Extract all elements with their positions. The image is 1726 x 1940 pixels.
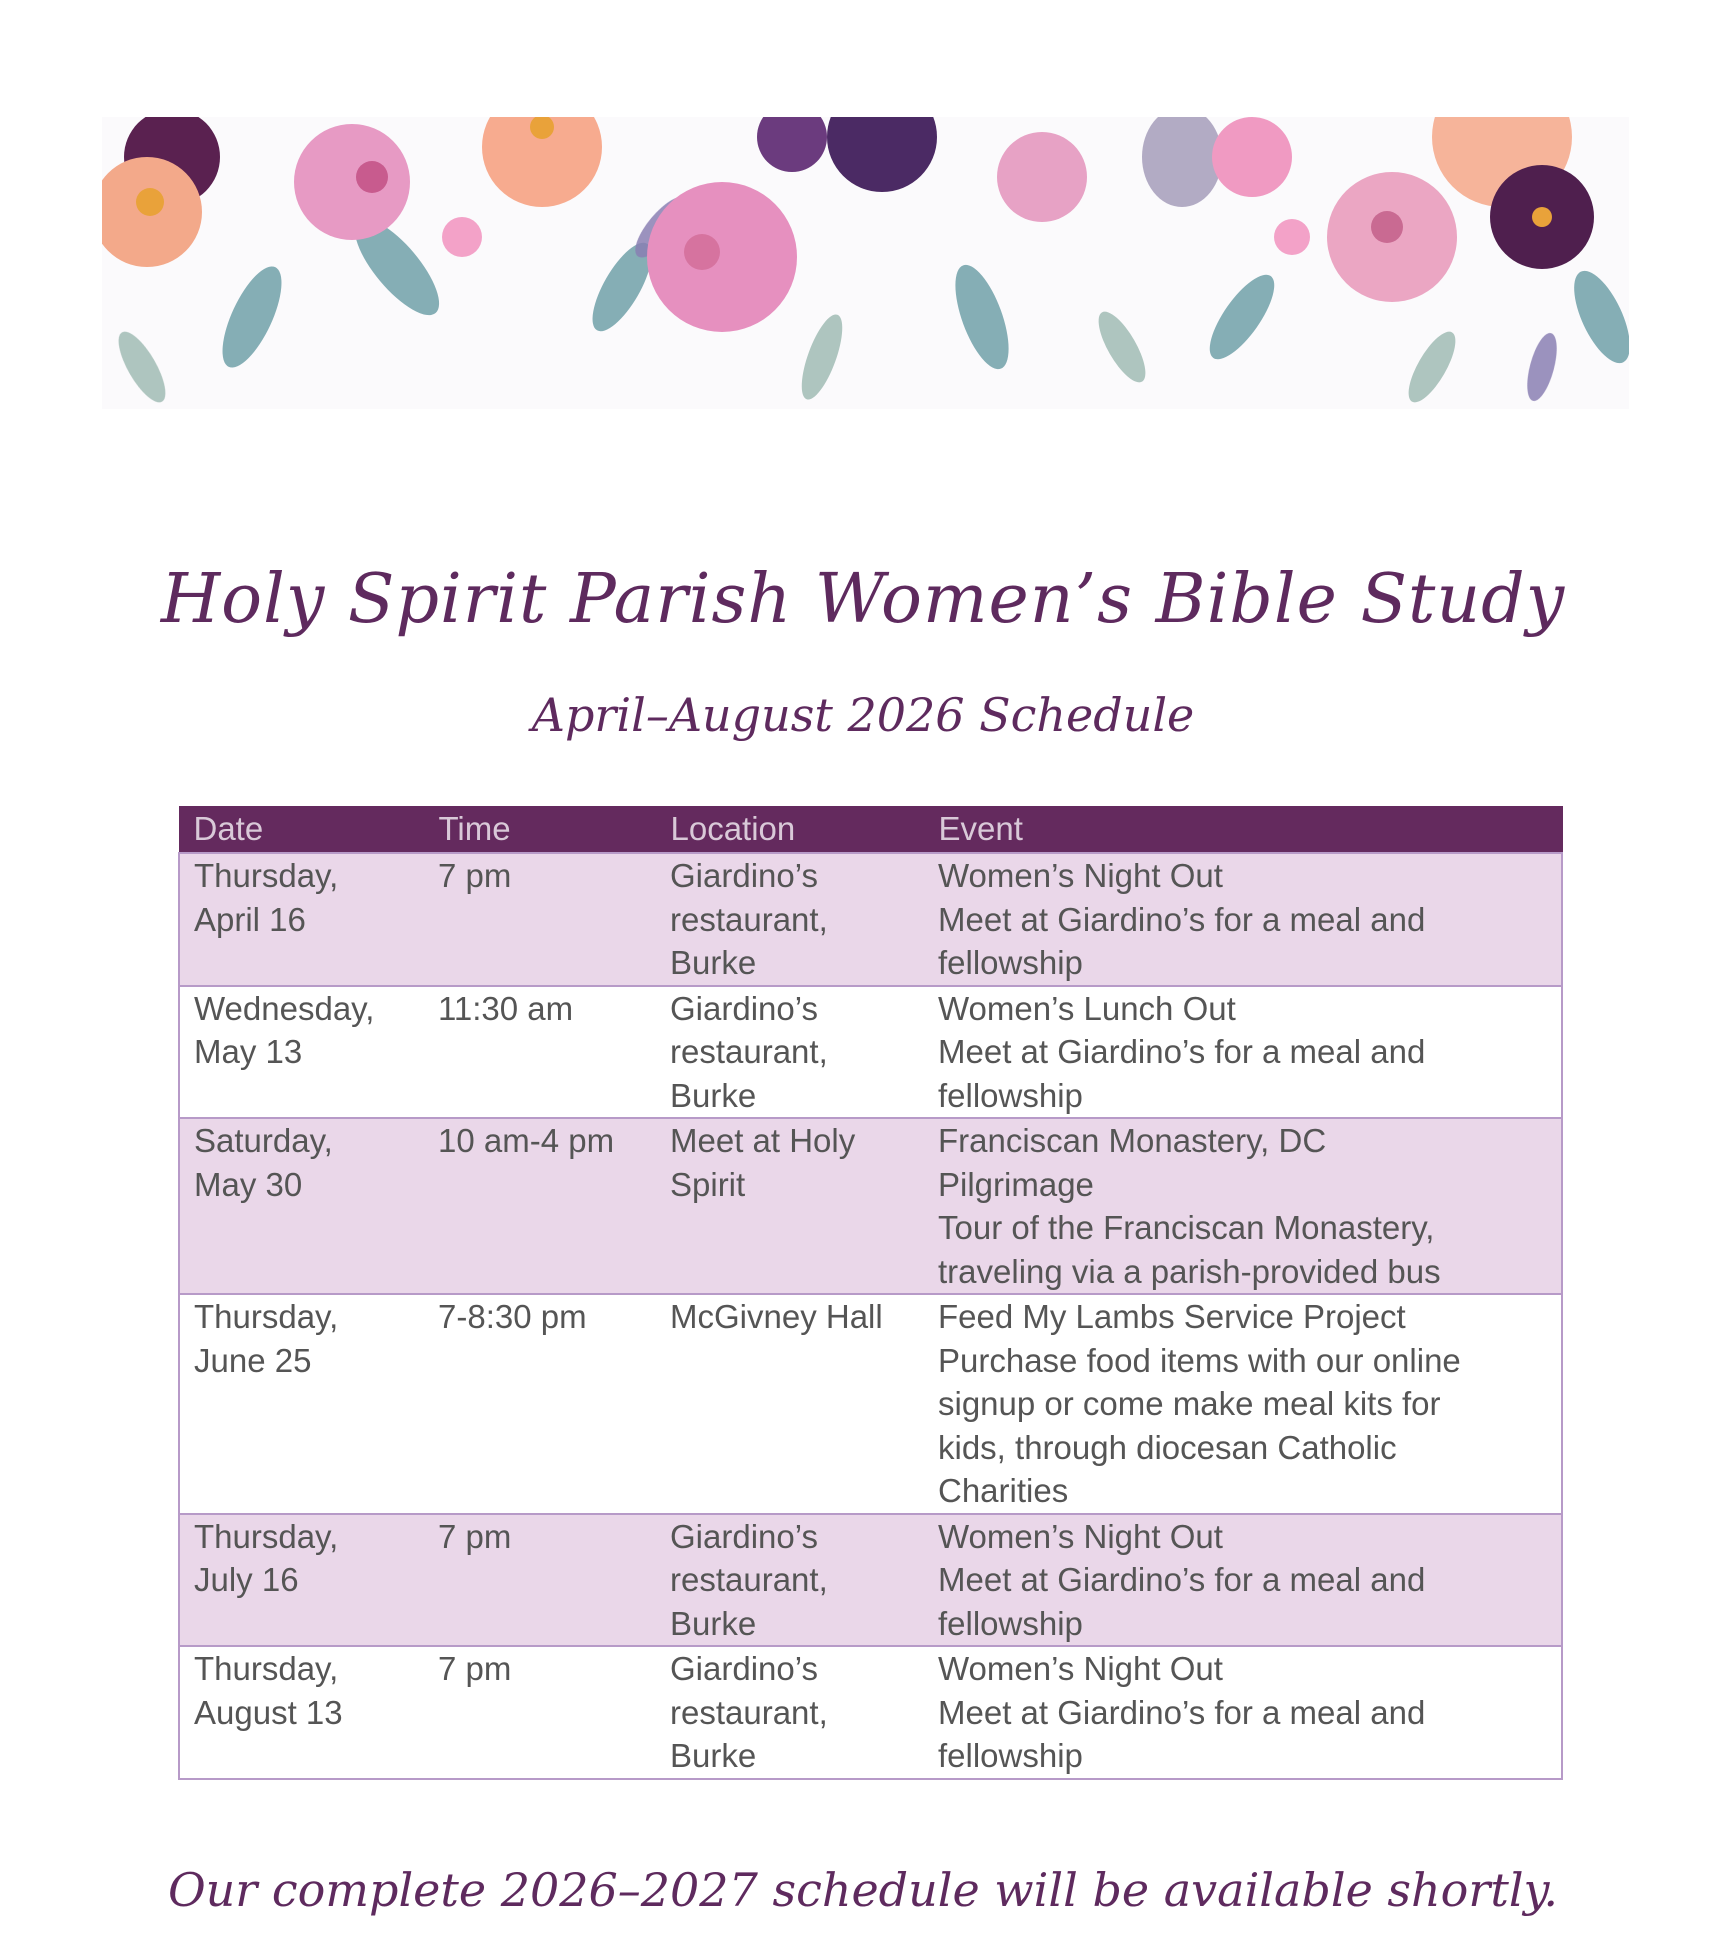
cell-date: Thursday, July 16 [179, 1514, 424, 1647]
cell-date: Saturday, May 30 [179, 1118, 424, 1294]
cell-time: 11:30 am [424, 986, 656, 1119]
cell-event: Women’s Night Out Meet at Giardino’s for a meal and fellowship [924, 853, 1562, 986]
cell-date: Thursday, June 25 [179, 1294, 424, 1514]
page-title: Holy Spirit Parish Women’s Bible Study [160, 560, 1566, 639]
table-row [179, 1294, 1562, 1514]
cell-location: Meet at Holy Spirit [656, 1118, 924, 1294]
cell-event: Women’s Night Out Meet at Giardino’s for a meal and fellowship [924, 1514, 1562, 1647]
header-event: Event [924, 806, 1562, 853]
cell-event: Women’s Lunch Out Meet at Giardino’s for a meal and fellowship [924, 986, 1562, 1119]
cell-date: Thursday, April 16 [179, 853, 424, 986]
floral-banner-icon [102, 117, 1629, 409]
cell-location: Giardino’s restaurant, Burke [656, 1646, 924, 1779]
cell-date: Thursday, August 13 [179, 1646, 424, 1779]
schedule-table [178, 806, 1563, 1780]
header-location: Location [656, 806, 924, 853]
cell-time: 7 pm [424, 1646, 656, 1779]
cell-location: Giardino’s restaurant, Burke [656, 853, 924, 986]
cell-location: Giardino’s restaurant, Burke [656, 1514, 924, 1647]
cell-location: McGivney Hall [656, 1294, 924, 1514]
table-header-row [179, 806, 1562, 853]
cell-event: Franciscan Monastery, DC Pilgrimage Tour of the Franciscan Monastery, traveling via a parish-provided bus [924, 1118, 1562, 1294]
table-row [179, 1514, 1562, 1647]
footer-note: Our complete 2026–2027 schedule will be available shortly. [167, 1863, 1559, 1917]
cell-time: 10 am-4 pm [424, 1118, 656, 1294]
cell-date: Wednesday, May 13 [179, 986, 424, 1119]
cell-event: Feed My Lambs Service Project Purchase food items with our online signup or come make meal kits for kids, through diocesan Catholic Charities [924, 1294, 1562, 1514]
cell-time: 7-8:30 pm [424, 1294, 656, 1514]
cell-time: 7 pm [424, 1514, 656, 1647]
table-row [179, 1118, 1562, 1294]
table-row [179, 853, 1562, 986]
cell-time: 7 pm [424, 853, 656, 986]
table-row [179, 986, 1562, 1119]
header-date: Date [179, 806, 424, 853]
cell-event: Women’s Night Out Meet at Giardino’s for a meal and fellowship [924, 1646, 1562, 1779]
page-subtitle: April–August 2026 Schedule [531, 688, 1195, 742]
table-row [179, 1646, 1562, 1779]
header-time: Time [424, 806, 656, 853]
cell-location: Giardino’s restaurant, Burke [656, 986, 924, 1119]
